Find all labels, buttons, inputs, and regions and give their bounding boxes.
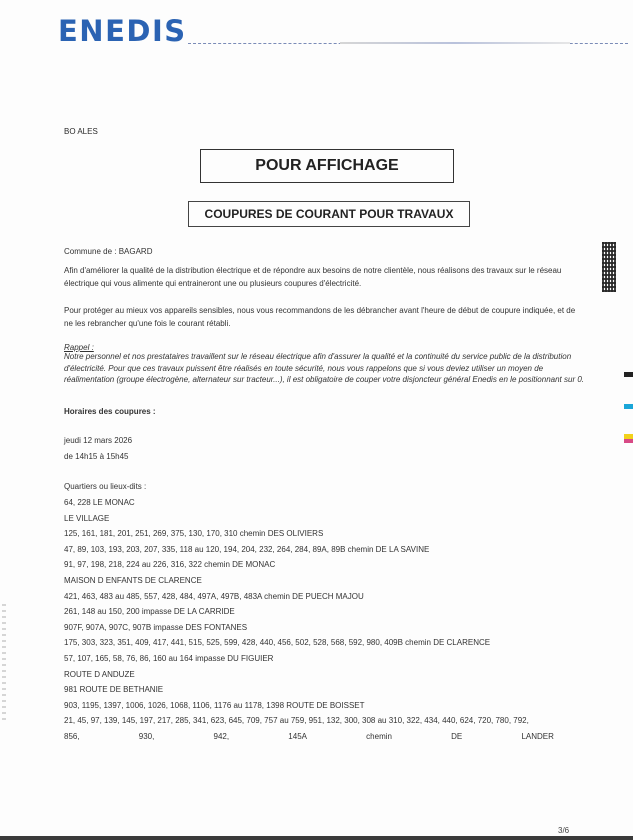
print-mark-yellow [624,434,633,439]
list-item: 125, 161, 181, 201, 251, 269, 375, 130, 170, 310 chemin DES OLIVIERS [64,529,324,539]
scan-edge-marks [2,600,6,720]
list-word: 145A [288,731,307,741]
quartiers-label: Quartiers ou lieux-dits : [64,482,147,491]
list-item: 175, 303, 323, 351, 409, 417, 441, 515, 525, 599, 428, 440, 456, 502, 528, 568, 592, 980, 409B chemin DE CLARENCE [64,638,491,648]
list-item: 57, 107, 165, 58, 76, 86, 160 au 164 impasse DU FIGUIER [64,653,274,663]
list-word: LANDER [521,731,554,741]
agency-name: BO ALES [64,127,98,136]
page-number: 3/6 [558,826,570,835]
enedis-logo: ENEDIS [58,14,187,48]
title-box [200,149,454,183]
list-item: 64, 228 LE MONAC [64,498,135,507]
list-word: 856, [64,731,80,741]
rappel-title: Rappel : [64,343,94,352]
subtitle-box [188,201,470,227]
qr-code [602,242,616,292]
advice-paragraph: Pour protéger au mieux vos appareils sensibles, nous vous recommandons de les débrancher avant l'heure de début de coupure indiquée, et de ne les rebrancher qu'une fois le courant rétabli. [64,306,576,328]
header-rule-accent [340,42,570,44]
list-word: 942, [213,731,230,741]
commune-line: Commune de : BAGARD [64,247,153,256]
list-item: 261, 148 au 150, 200 impasse DE LA CARRIDE [64,607,235,617]
outage-time: de 14h15 à 15h45 [64,452,129,461]
list-item: 981 ROUTE DE BETHANIE [64,685,164,695]
rappel-text: Notre personnel et nos prestataires travaillent sur le réseau électrique afin d'assurer la qualité et la continuité du service public de la distribution d'électricité. Pour que ces travaux puissent être réalisés en toute sécurité, nous vous rappelons que si vous deviez utiliser un moyen de réalimentation (groupe électrogène, alternateur sur tracteur...), il est obligatoire de couper votre disjoncteur général Enedis en le positionnant sur 0. [64,352,584,384]
intro-paragraph: Afin d'améliorer la qualité de la distribution électrique et de répondre aux besoins de notre clientèle, nous réalisons des travaux sur le réseau électrique qui vous alimente qui entraineront une ou plusieurs coupures d'électricité. [64,266,562,288]
outage-date: jeudi 12 mars 2026 [64,436,133,445]
list-word: 930, [138,731,155,741]
scan-bottom-edge [0,836,633,840]
list-item: 91, 97, 198, 218, 224 au 226, 316, 322 chemin DE MONAC [64,560,276,570]
list-item: 421, 463, 483 au 485, 557, 428, 484, 497A, 497B, 483A chemin DE PUECH MAJOU [64,591,364,601]
list-word: chemin [366,731,392,741]
print-mark-cyan [624,404,633,409]
quartiers-list [64,495,584,745]
list-item-justified [64,729,554,745]
list-item: LE VILLAGE [64,513,110,523]
print-mark-black [624,372,633,377]
list-item: 21, 45, 97, 139, 145, 197, 217, 285, 341, 623, 645, 709, 757 au 759, 951, 132, 300, 308 au 310, 322, 434, 440, 624, 720, 780, 792, [64,716,529,726]
list-item: MAISON D ENFANTS DE CLARENCE [64,575,202,585]
list-item: 47, 89, 103, 193, 203, 207, 335, 118 au 120, 194, 204, 232, 264, 284, 89A, 89B chemin DE LA SAVINE [64,544,430,554]
list-item: ROUTE D ANDUZE [64,669,135,679]
title-text: POUR AFFICHAGE [255,157,399,174]
subtitle-text: COUPURES DE COURANT POUR TRAVAUX [204,207,454,221]
horaires-label: Horaires des coupures : [64,407,156,416]
list-item: 903, 1195, 1397, 1006, 1026, 1068, 1106, 1176 au 1178, 1398 ROUTE DE BOISSET [64,700,365,710]
list-word: DE [451,731,463,741]
list-item: 907F, 907A, 907C, 907B impasse DES FONTANES [64,622,248,632]
